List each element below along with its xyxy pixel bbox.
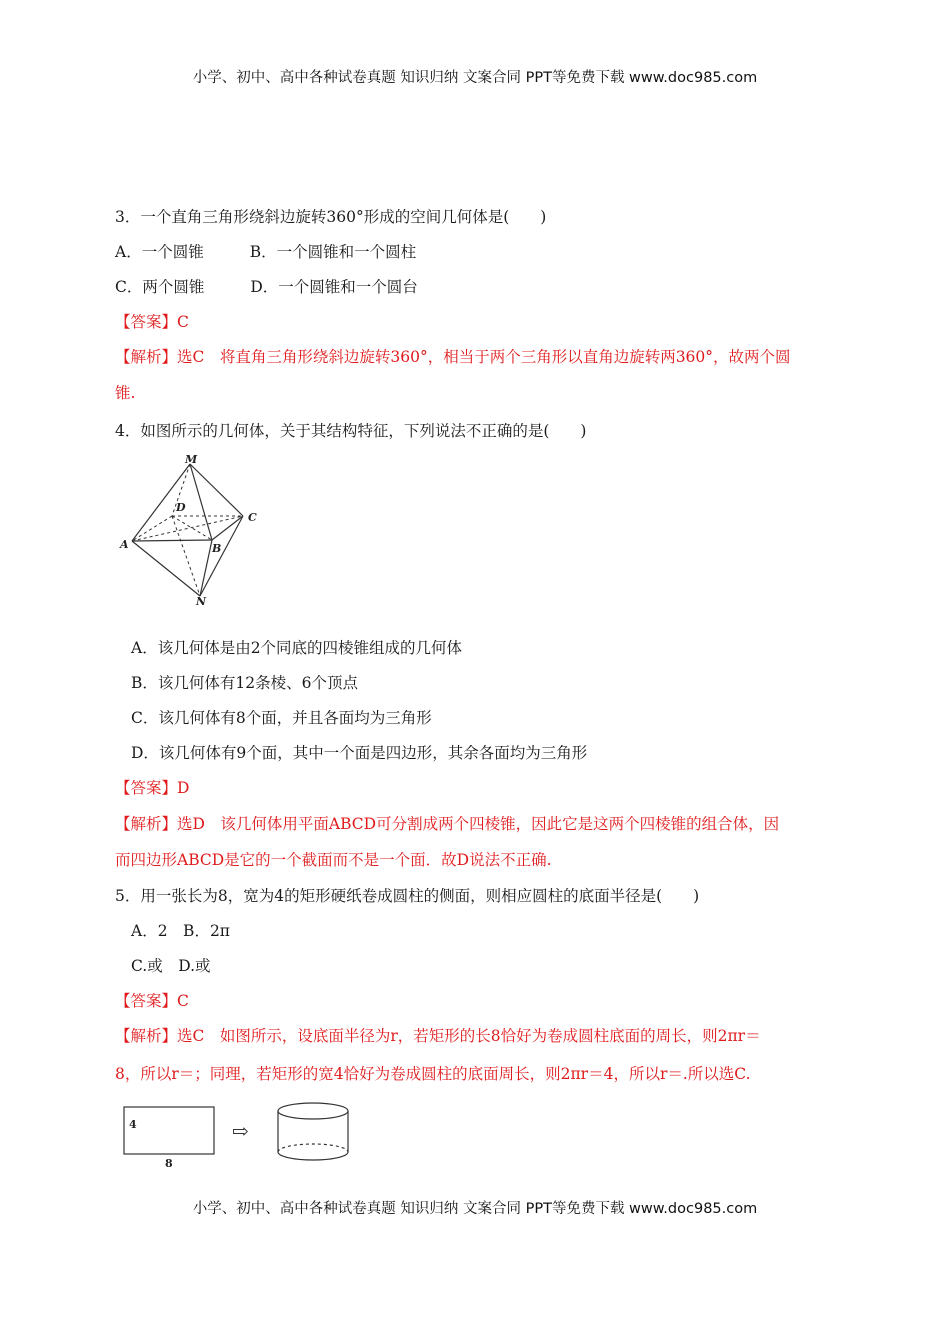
vertex-label-n: N (196, 595, 207, 608)
q3-analysis-line1: 【解析】选C 将直角三角形绕斜边旋转360°，相当于两个三角形以直角边旋转两360°，故两个圆 (115, 348, 791, 366)
q4-option-b: B．该几何体有12条棱、6个顶点 (131, 674, 358, 692)
paper-rectangle (124, 1107, 214, 1154)
q3-option-c: C．两个圆锥 (115, 278, 205, 296)
cylinder-shape (278, 1103, 348, 1160)
q3-option-b: B．一个圆锥和一个圆柱 (249, 243, 417, 261)
q4-option-d: D．该几何体有9个面，其中一个面是四边形，其余各面均为三角形 (131, 744, 588, 762)
q4-answer: 【答案】D (115, 779, 190, 797)
transform-arrow-icon: ⇨ (232, 1119, 249, 1143)
q3-stem: 3．一个直角三角形绕斜边旋转360°形成的空间几何体是( ) (115, 208, 547, 226)
vertex-label-m: M (185, 453, 198, 466)
q4-analysis-line2: 而四边形ABCD是它的一个截面而不是一个面．故D说法不正确. (115, 851, 552, 869)
page-header: 小学、初中、高中各种试卷真题 知识归纳 文案合同 PPT等免费下载 www.doc985.com (192, 70, 758, 86)
q5-options-ab: A．2 B．2π (131, 922, 230, 940)
q5-analysis-line1: 【解析】选C 如图所示，设底面半径为r，若矩形的长8恰好为卷成圆柱底面的周长，则2πr＝ (115, 1027, 761, 1045)
q3-options-ab (115, 242, 416, 262)
q4-stem: 4．如图所示的几何体，关于其结构特征，下列说法不正确的是( ) (115, 422, 587, 440)
q4-option-c: C．该几何体有8个面，并且各面均为三角形 (131, 709, 432, 727)
q3-answer: 【答案】C (115, 313, 189, 331)
page-footer: 小学、初中、高中各种试卷真题 知识归纳 文案合同 PPT等免费下载 www.doc985.com (192, 1201, 758, 1217)
vertex-label-a: A (120, 538, 129, 551)
octahedron-figure (112, 452, 272, 608)
q3-option-d: D．一个圆锥和一个圆台 (250, 278, 418, 296)
edge-na (132, 541, 200, 596)
edge-ab (132, 540, 212, 541)
edge-nb (200, 540, 212, 596)
rectangle-length-label: 8 (165, 1157, 173, 1170)
vertex-label-c: C (248, 511, 257, 524)
q5-options-cd: C.或 D.或 (131, 957, 211, 975)
q3-analysis-line2: 锥. (115, 384, 136, 402)
vertex-label-b: B (212, 542, 222, 555)
q4-option-a: A．该几何体是由2个同底的四棱锥组成的几何体 (131, 639, 463, 657)
rectangle-to-cylinder-figure (118, 1098, 358, 1172)
vertex-label-d: D (176, 501, 186, 514)
edge-nc (200, 516, 243, 596)
q5-answer: 【答案】C (115, 992, 189, 1010)
rectangle-width-label: 4 (129, 1118, 137, 1131)
q3-option-a: A．一个圆锥 (115, 243, 204, 261)
q4-analysis-line1: 【解析】选D 该几何体用平面ABCD可分割成两个四棱锥，因此它是这两个四棱锥的组合体，因 (115, 815, 780, 833)
q3-options-cd (115, 277, 418, 297)
q5-analysis-line2: 8，所以r＝；同理，若矩形的宽4恰好为卷成圆柱的底面周长，则2πr＝4，所以r＝.所以选C. (115, 1065, 751, 1083)
hidden-edge-da (132, 516, 172, 541)
q5-stem: 5．用一张长为8，宽为4的矩形硬纸卷成圆柱的侧面，则相应圆柱的底面半径是( ) (115, 887, 700, 905)
